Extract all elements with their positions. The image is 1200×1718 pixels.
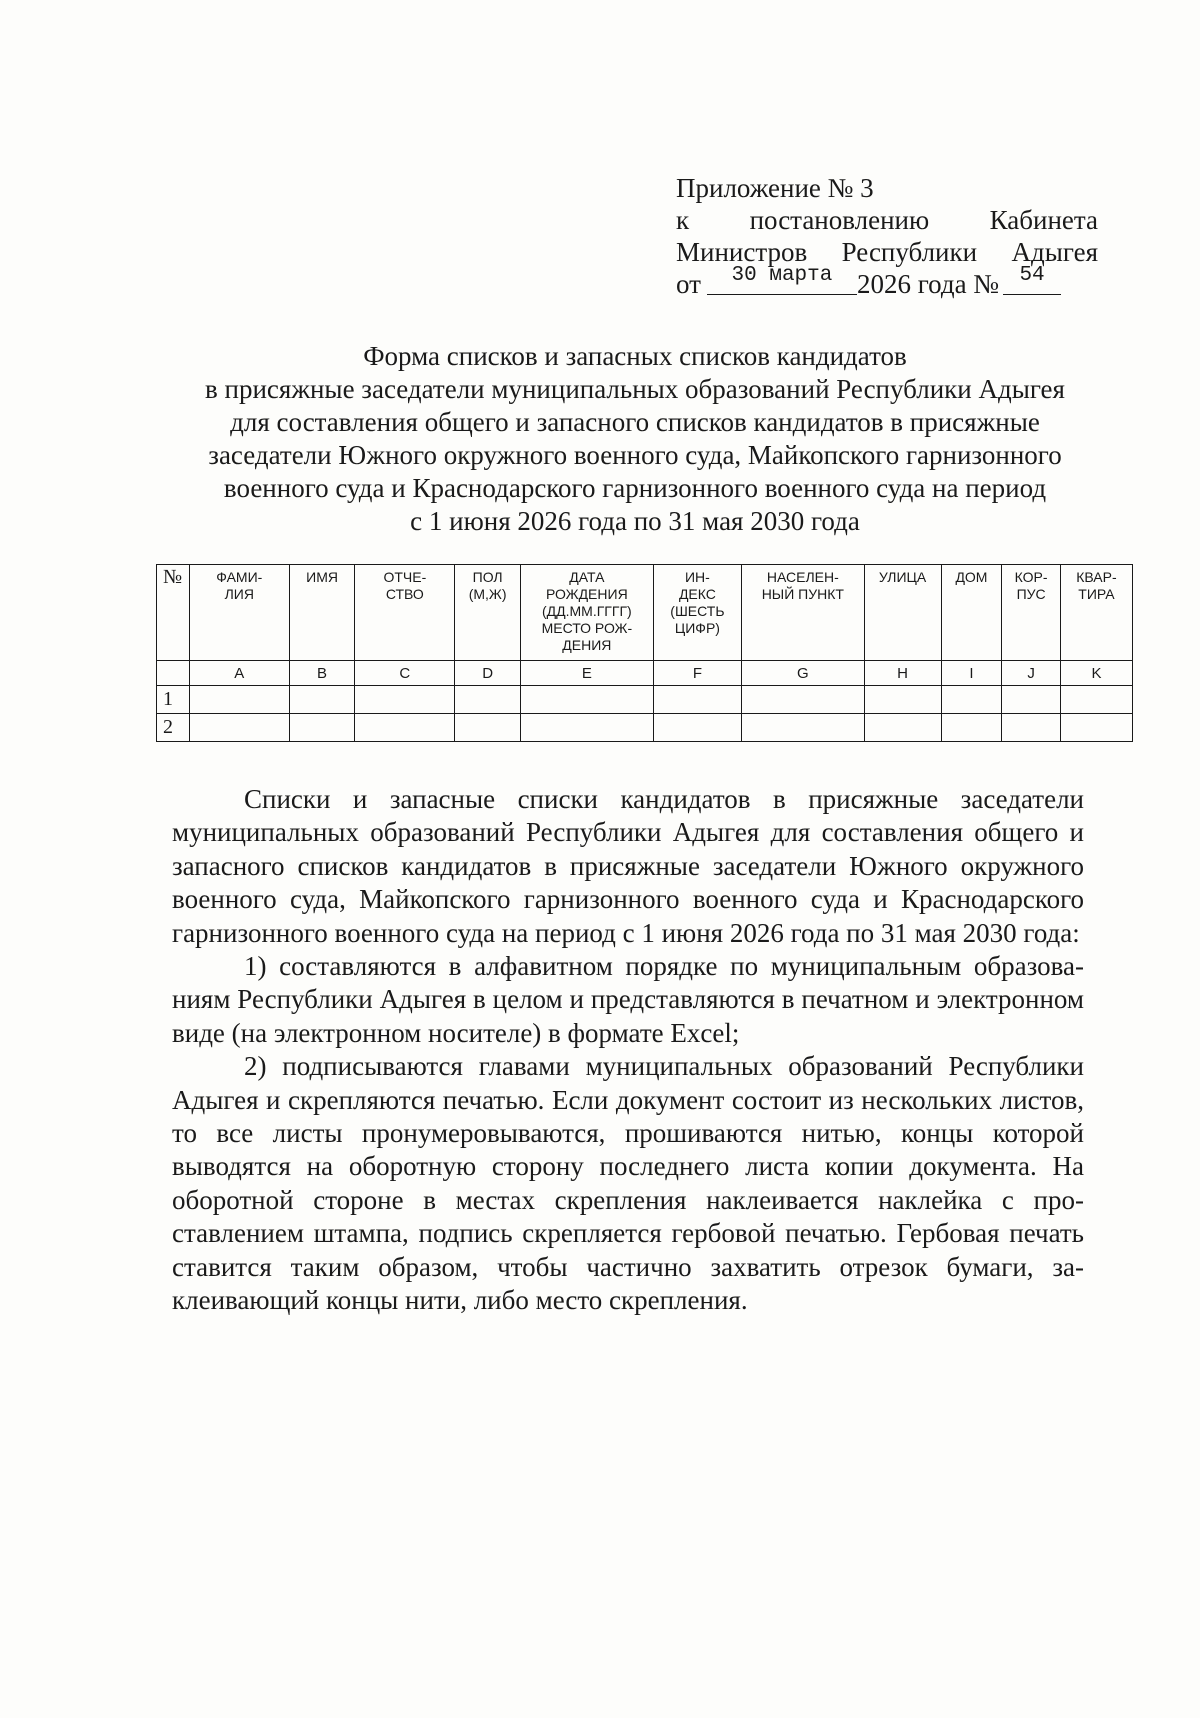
table-cell: 2 [157,714,190,742]
header-name-text: ИМЯ [306,569,338,585]
table-row [157,714,1133,742]
table-cell [1060,686,1132,714]
letter-cell: F [653,661,741,686]
table-cell [455,686,521,714]
body-item-2-paragraph: 2) подписываются главами муниципальных образований Республики Адыгея и скрепляются печатью. Если документ состоит из нескольких листов, то все листы пронумеровываются, прошиваются нитью, концы которой выводятся на оборотную сторону последнего листа копии документа. На оборотной стороне в местах скрепления наклеивается наклейка с проставлением штампа, подпись скрепляется гербовой печатью. Гербовая печать ставится таким образом, чтобы частично захватить отрезок бумаги, заклеивающий концы нити, либо место скрепления. [172,1051,1084,1316]
header-name [289,565,355,661]
appendix-word: Республики [841,237,978,267]
title-line: заседатели Южного окружного военного суда, Майкопского гарнизонного [208,440,1062,470]
table-cell [941,686,1002,714]
table-header-row [157,565,1133,661]
table-cell [521,714,654,742]
letter-cell: C [355,661,455,686]
header-street-text: УЛИЦА [878,569,927,585]
appendix-word: постановлению [749,205,930,235]
appendix-word: Адыгея [1011,237,1098,267]
header-surname-text: ФАМИ- ЛИЯ [216,569,263,602]
table-cell [941,714,1002,742]
header-apartment [1060,565,1132,661]
table-cell [189,686,289,714]
title-line: для составления общего и запасного списков кандидатов в присяжные [230,407,1040,437]
header-locality-text: НАСЕЛЕН- НЫЙ ПУНКТ [761,569,844,602]
table-cell [1002,714,1061,742]
table-cell [289,686,355,714]
decree-number-field [1003,264,1061,295]
appendix-word: к [676,205,690,235]
header-patronymic [355,565,455,661]
header-index-text: ИН- ДЕКС (ШЕСТЬ ЦИФР) [670,569,725,636]
appendix-line-4 [676,264,1098,300]
table-cell [189,714,289,742]
header-index [653,565,741,661]
table-cell [653,714,741,742]
appendix-line-1 [676,172,1098,204]
title-line: Форма списков и запасных списков кандидатов [363,341,907,371]
title-line: в присяжные заседатели муниципальных образований Республики Адыгея [205,374,1065,404]
letter-cell: B [289,661,355,686]
table-cell [289,714,355,742]
table-cell [355,714,455,742]
appendix-number: Приложение № 3 [676,173,874,203]
appendix-header [676,172,1098,300]
letter-cell [157,661,190,686]
letter-cell: I [941,661,1002,686]
header-building [1002,565,1061,661]
table-cell [742,686,864,714]
table-cell [864,714,941,742]
table-cell [653,686,741,714]
header-birth [521,565,654,661]
appendix-word: Министров [676,237,808,267]
decree-date-value: 30 марта [731,264,833,287]
table-cell [455,714,521,742]
letter-cell: G [742,661,864,686]
letter-cell: J [1002,661,1061,686]
decree-date-field [707,264,857,295]
table-cell [1002,686,1061,714]
table-cell [742,714,864,742]
header-building-text: КОР- ПУС [1014,569,1048,602]
letter-cell: E [521,661,654,686]
table-letters-row [157,661,1133,686]
appendix-word: Кабинета [989,205,1098,235]
table-cell [864,686,941,714]
header-sex-text: ПОЛ (М,Ж) [468,569,507,602]
header-patronymic-text: ОТЧЕ- СТВО [383,569,427,602]
title-line: военного суда и Краснодарского гарнизонного военного суда на период [223,473,1047,503]
header-apartment-text: КВАР- ТИРА [1076,569,1117,602]
letter-cell: A [189,661,289,686]
document-body [172,783,1084,1318]
candidates-form-table [156,564,1133,742]
letter-cell: K [1060,661,1132,686]
header-sex [455,565,521,661]
header-house-text: ДОМ [955,569,988,585]
header-birth-text: ДАТА РОЖДЕНИЯ (ДД.ММ.ГГГГ) МЕСТО РОЖ- ДЕНИЯ [541,569,633,653]
header-surname [189,565,289,661]
table-cell [355,686,455,714]
decree-number-value: 54 [1019,264,1045,287]
body-intro-paragraph: Списки и запасные списки кандидатов в присяжные заседатели муниципальных образований Республики Адыгея для составления общего и запасного списков кандидатов в присяжные заседатели Южного окружного военного суда, Майкопского гарнизонного военного суда и Краснодарского гарнизонного военного суда на период с 1 июня 2026 года по 31 мая 2030 года: [172,784,1084,948]
decree-year-label: 2026 года № [856,269,1000,299]
header-house [941,565,1002,661]
table-cell [1060,714,1132,742]
header-street [864,565,941,661]
title-line: с 1 июня 2026 года по 31 мая 2030 года [410,506,860,536]
table-row [157,686,1133,714]
header-number: № [157,565,190,661]
letter-cell: D [455,661,521,686]
appendix-line-2 [676,204,1098,236]
letter-cell: H [864,661,941,686]
table-cell [521,686,654,714]
document-title [160,340,1110,538]
table-cell: 1 [157,686,190,714]
header-locality [742,565,864,661]
date-prefix: от [676,269,701,299]
body-item-1-paragraph: 1) составляются в алфавитном порядке по муниципальным образованиям Республики Адыгея в целом и представляются в печатном и электронном виде (на электронном носителе) в формате Excel; [172,951,1084,1048]
